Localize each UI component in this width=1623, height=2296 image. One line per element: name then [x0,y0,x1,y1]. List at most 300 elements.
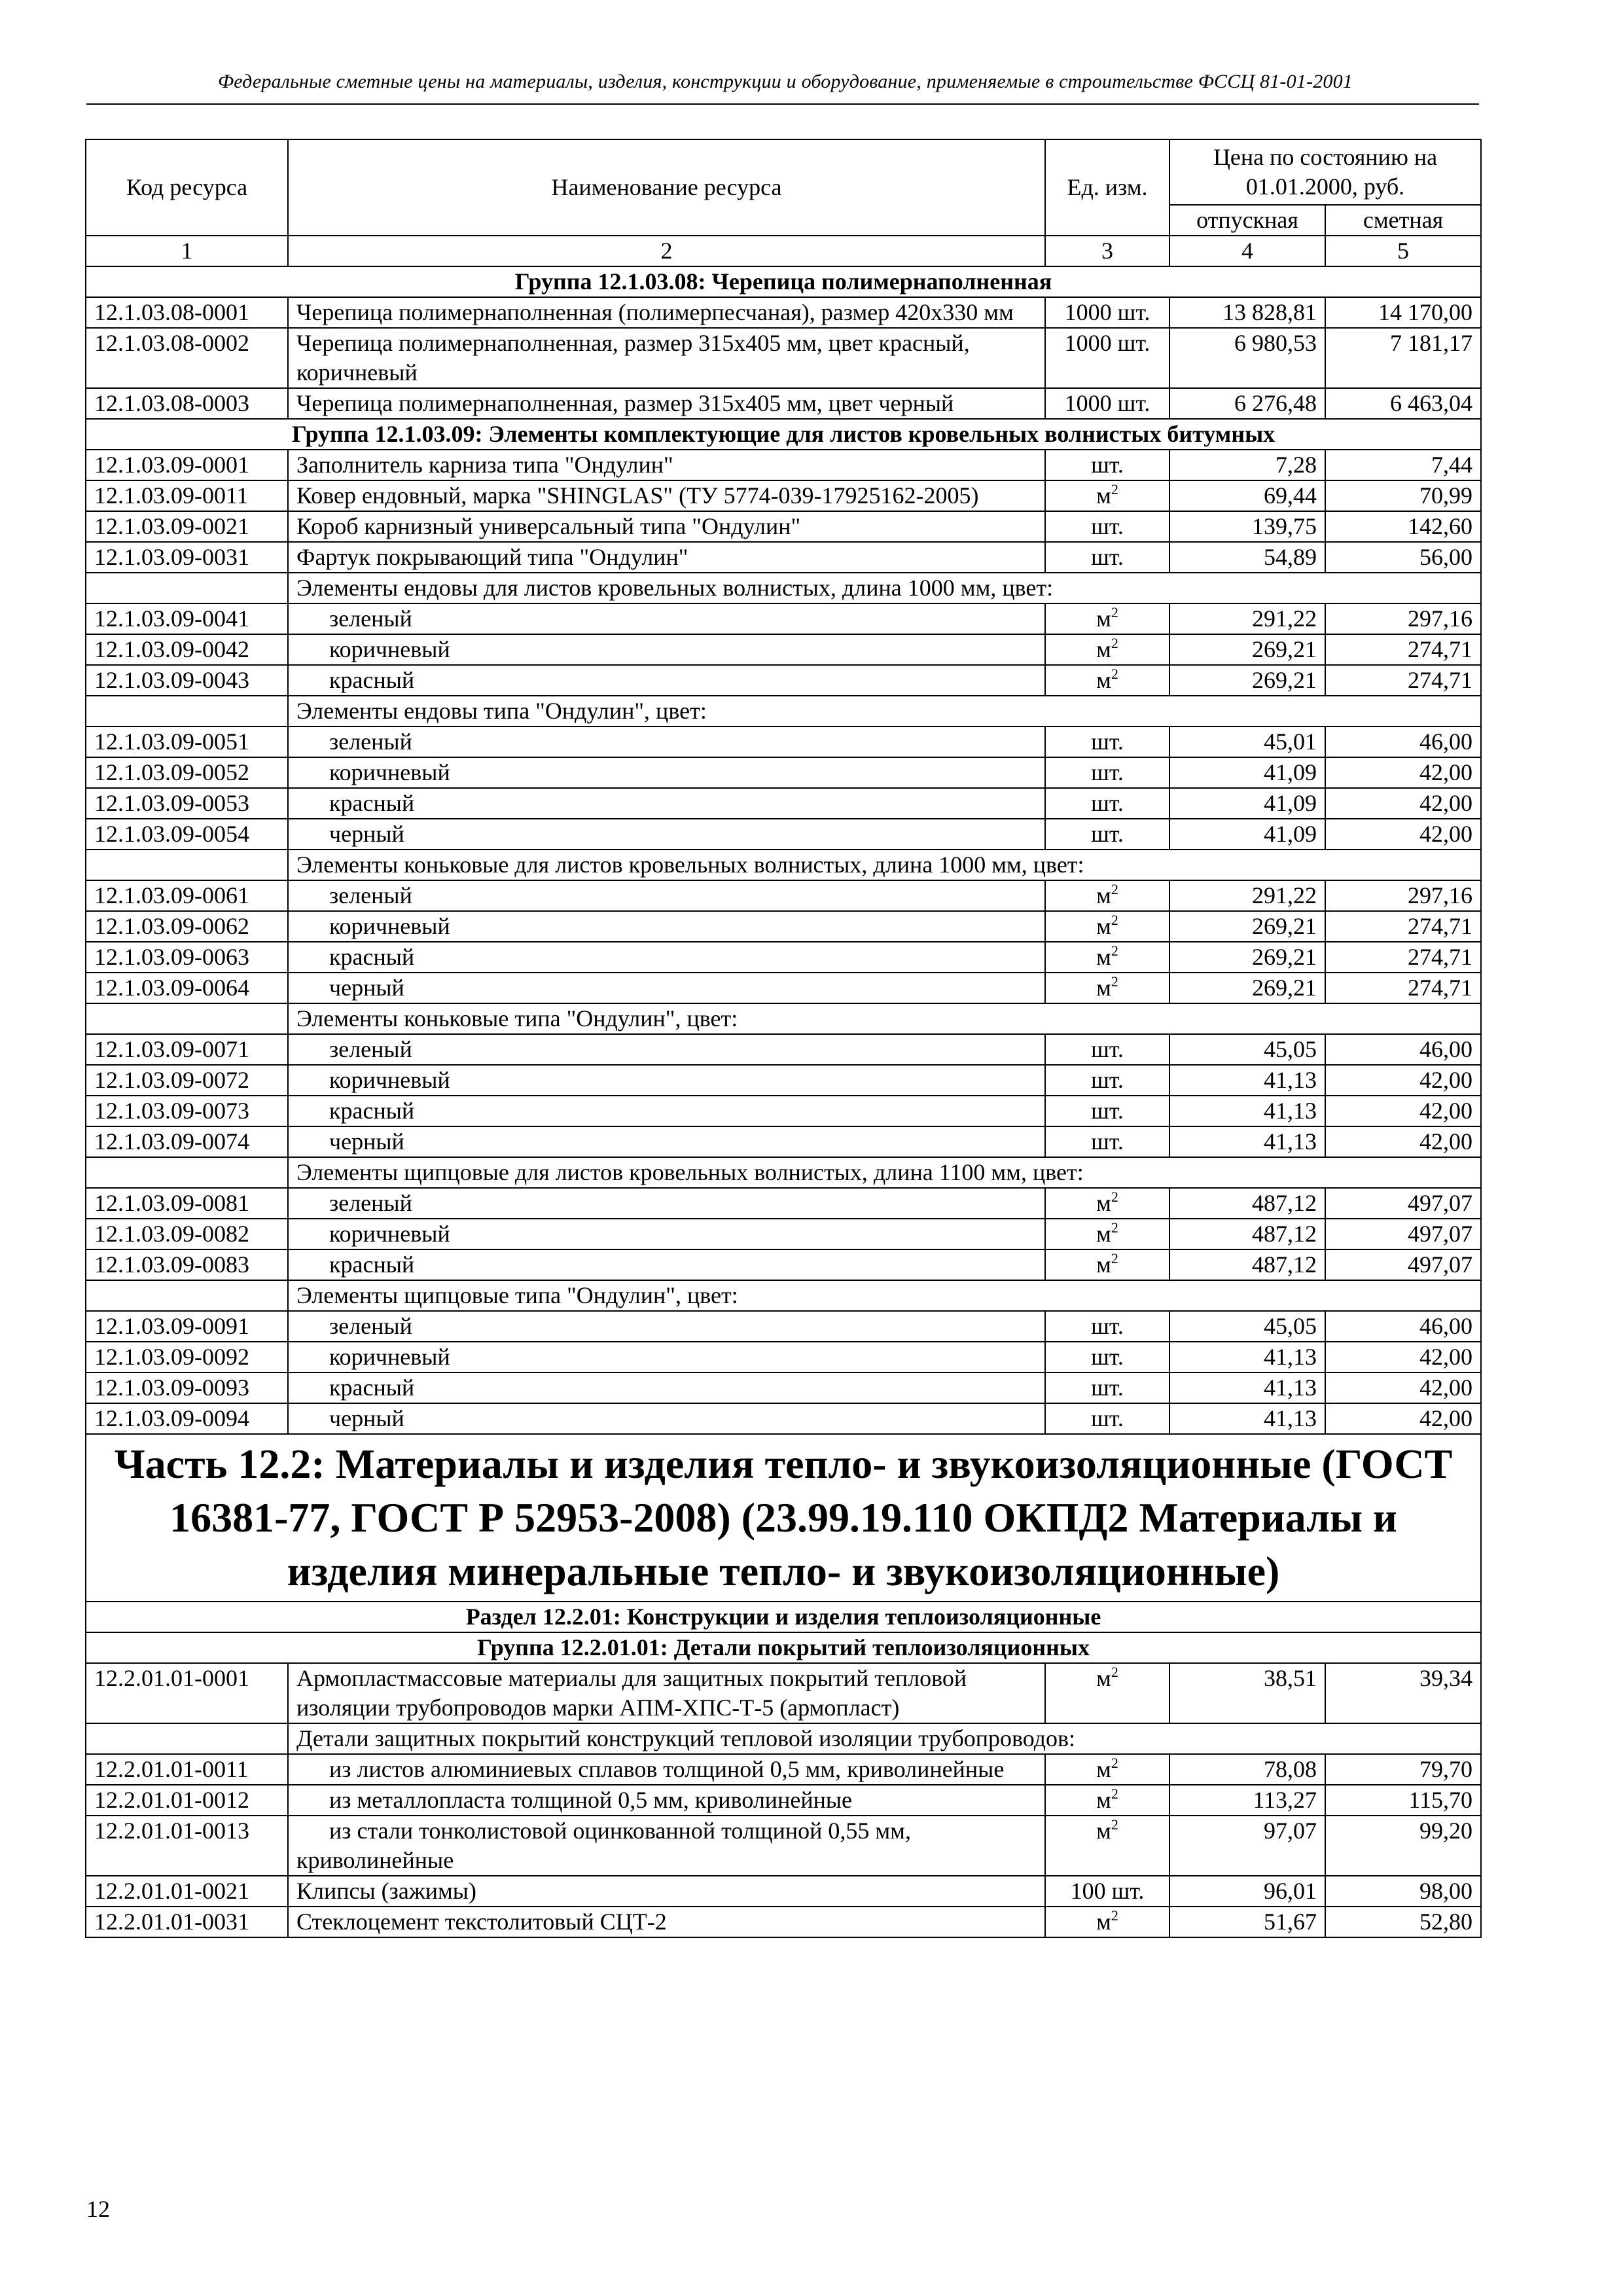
resource-name: коричневый [288,1219,1045,1249]
table-row [86,1188,1481,1219]
estimate-price: 42,00 [1325,788,1481,819]
table-row [86,1311,1481,1342]
resource-name: черный [288,1126,1045,1157]
unit-text: м [1096,482,1111,509]
table-row [86,542,1481,573]
group-title: Группа 12.1.03.08: Черепица полимернаполненная [86,266,1481,297]
unit-cell [1045,1372,1169,1403]
unit-cell [1045,1785,1169,1816]
table-row [86,911,1481,942]
subheading-row [86,696,1481,726]
part-title: Часть 12.2: Материалы и изделия тепло- и звукоизоляционные (ГОСТ 16381-77, ГОСТ Р 52953-2008) (23.99.19.110 ОКПД2 Материалы и изделия минеральные тепло- и звукоизоляционные) [86,1434,1481,1602]
col-header-code: Код ресурса [86,139,288,236]
resource-name: Черепица полимернаполненная, размер 315х405 мм, цвет красный, коричневый [288,328,1045,388]
estimate-price: 7,44 [1325,450,1481,480]
resource-name: Черепица полимернаполненная (полимерпесчаная), размер 420х330 мм [288,297,1045,328]
estimate-price: 46,00 [1325,1311,1481,1342]
estimate-price: 52,80 [1325,1907,1481,1937]
sale-price: 291,22 [1169,603,1325,634]
unit-text: шт. [1091,821,1124,847]
table-row [86,1754,1481,1785]
unit-text: шт. [1091,1313,1124,1339]
unit-cell [1045,788,1169,819]
unit-cell [1045,297,1169,328]
subheading-row [86,1003,1481,1034]
resource-code: 12.1.03.09-0052 [86,757,288,788]
unit-text: шт. [1091,452,1124,478]
group-title: Раздел 12.2.01: Конструкции и изделия теплоизоляционные [86,1602,1481,1632]
resource-name: зеленый [288,603,1045,634]
unit-superscript: 2 [1111,1907,1118,1924]
table-row [86,880,1481,911]
sale-price: 38,51 [1169,1663,1325,1723]
col-number: 1 [86,236,288,266]
unit-text: шт. [1091,1344,1124,1370]
group-heading-row [86,1602,1481,1632]
table-row [86,726,1481,757]
table-row [86,1219,1481,1249]
unit-superscript: 2 [1111,1664,1118,1680]
resource-name: коричневый [288,757,1045,788]
unit-superscript: 2 [1111,604,1118,620]
col-number: 5 [1325,236,1481,266]
group-heading-row [86,266,1481,297]
resource-name: зеленый [288,880,1045,911]
resource-code: 12.2.01.01-0021 [86,1876,288,1907]
unit-cell [1045,634,1169,665]
estimate-price: 142,60 [1325,511,1481,542]
unit-cell [1045,1876,1169,1907]
resource-code: 12.1.03.09-0062 [86,911,288,942]
resource-code: 12.2.01.01-0031 [86,1907,288,1937]
resource-name: Заполнитель карниза типа "Ондулин" [288,450,1045,480]
estimate-price: 274,71 [1325,942,1481,973]
group-heading-row [86,419,1481,450]
sale-price: 41,13 [1169,1126,1325,1157]
subheading-row [86,1280,1481,1311]
unit-cell [1045,665,1169,696]
unit-cell [1045,1311,1169,1342]
unit-superscript: 2 [1111,973,1118,990]
unit-text: шт. [1091,1128,1124,1155]
sale-price: 97,07 [1169,1816,1325,1876]
unit-cell [1045,328,1169,388]
sale-price: 487,12 [1169,1188,1325,1219]
subheading-text: Элементы ендовы для листов кровельных волнистых, длина 1000 мм, цвет: [288,573,1481,603]
unit-cell [1045,1096,1169,1126]
estimate-price: 497,07 [1325,1219,1481,1249]
sale-price: 113,27 [1169,1785,1325,1816]
resource-name: коричневый [288,1342,1045,1372]
sale-price: 96,01 [1169,1876,1325,1907]
table-row [86,450,1481,480]
sale-price: 69,44 [1169,480,1325,511]
table-row [86,297,1481,328]
unit-text: шт. [1091,1405,1124,1431]
col-number: 4 [1169,236,1325,266]
resource-name: красный [288,788,1045,819]
unit-text: м [1096,1787,1111,1813]
subheading-text: Элементы коньковые типа "Ондулин", цвет: [288,1003,1481,1034]
unit-text: шт. [1091,790,1124,816]
estimate-price: 42,00 [1325,1372,1481,1403]
unit-cell [1045,1907,1169,1937]
unit-superscript: 2 [1111,881,1118,897]
resource-code: 12.1.03.09-0021 [86,511,288,542]
subheading-text: Элементы ендовы типа "Ондулин", цвет: [288,696,1481,726]
unit-cell [1045,1342,1169,1372]
estimate-price: 42,00 [1325,757,1481,788]
unit-text: шт. [1091,728,1124,755]
group-heading-row [86,1632,1481,1663]
table-row [86,634,1481,665]
resource-code: 12.1.03.09-0042 [86,634,288,665]
estimate-price: 6 463,04 [1325,388,1481,419]
estimate-price: 79,70 [1325,1754,1481,1785]
sale-price: 41,13 [1169,1096,1325,1126]
estimate-price: 7 181,17 [1325,328,1481,388]
sale-price: 41,13 [1169,1372,1325,1403]
estimate-price: 42,00 [1325,1065,1481,1096]
resource-code: 12.1.03.08-0002 [86,328,288,388]
unit-cell [1045,973,1169,1003]
resource-code: 12.1.03.09-0092 [86,1342,288,1372]
estimate-price: 56,00 [1325,542,1481,573]
unit-superscript: 2 [1111,635,1118,651]
unit-cell [1045,542,1169,573]
unit-text: м [1096,882,1111,908]
table-row [86,973,1481,1003]
estimate-price: 42,00 [1325,1403,1481,1434]
resource-name: зеленый [288,1188,1045,1219]
resource-code: 12.2.01.01-0012 [86,1785,288,1816]
unit-text: 100 шт. [1070,1878,1145,1904]
sale-price: 45,05 [1169,1034,1325,1065]
resource-name: Ковер ендовный, марка "SHINGLAS" (ТУ 5774-039-17925162-2005) [288,480,1045,511]
estimate-price: 297,16 [1325,603,1481,634]
empty-cell [86,850,288,880]
estimate-price: 115,70 [1325,1785,1481,1816]
table-row [86,1785,1481,1816]
resource-name: черный [288,973,1045,1003]
unit-cell [1045,1188,1169,1219]
resource-name: красный [288,1249,1045,1280]
sale-price: 45,05 [1169,1311,1325,1342]
sale-price: 269,21 [1169,973,1325,1003]
unit-cell [1045,757,1169,788]
unit-text: шт. [1091,513,1124,539]
empty-cell [86,1280,288,1311]
resource-name: Армопластмассовые материалы для защитных покрытий тепловой изоляции трубопроводов марки АПМ-ХПС-Т-5 (армопласт) [288,1663,1045,1723]
table-row [86,480,1481,511]
resource-code: 12.1.03.09-0064 [86,973,288,1003]
sale-price: 269,21 [1169,911,1325,942]
unit-cell [1045,1816,1169,1876]
resource-code: 12.1.03.09-0074 [86,1126,288,1157]
resource-code: 12.1.03.09-0031 [86,542,288,573]
estimate-price: 46,00 [1325,726,1481,757]
resource-code: 12.1.03.09-0094 [86,1403,288,1434]
sale-price: 54,89 [1169,542,1325,573]
resource-code: 12.1.03.09-0011 [86,480,288,511]
unit-cell [1045,1219,1169,1249]
page-number: 12 [86,2196,110,2222]
resource-code: 12.2.01.01-0011 [86,1754,288,1785]
unit-cell [1045,1126,1169,1157]
table-row [86,1403,1481,1434]
sale-price: 41,09 [1169,757,1325,788]
estimate-price: 42,00 [1325,1096,1481,1126]
table-row [86,1816,1481,1876]
table-row [86,665,1481,696]
col-number: 2 [288,236,1045,266]
estimate-price: 39,34 [1325,1663,1481,1723]
resource-name: зеленый [288,726,1045,757]
estimate-price: 274,71 [1325,973,1481,1003]
estimate-price: 99,20 [1325,1816,1481,1876]
unit-superscript: 2 [1111,912,1118,928]
unit-cell [1045,819,1169,850]
price-table [85,139,1482,1938]
sale-price: 269,21 [1169,634,1325,665]
table-row [86,1663,1481,1723]
col-header-sale: отпускная [1169,205,1325,236]
resource-code: 12.1.03.09-0093 [86,1372,288,1403]
empty-cell [86,696,288,726]
resource-name: красный [288,665,1045,696]
resource-name: Фартук покрывающий типа "Ондулин" [288,542,1045,573]
resource-code: 12.1.03.09-0054 [86,819,288,850]
unit-cell [1045,1065,1169,1096]
unit-cell [1045,1663,1169,1723]
estimate-price: 46,00 [1325,1034,1481,1065]
group-title: Группа 12.1.03.09: Элементы комплектующие для листов кровельных волнистых битумных [86,419,1481,450]
table-row [86,1034,1481,1065]
sale-price: 41,13 [1169,1065,1325,1096]
unit-text: м [1096,1221,1111,1247]
resource-code: 12.1.03.09-0063 [86,942,288,973]
resource-name: Черепица полимернаполненная, размер 315х405 мм, цвет черный [288,388,1045,419]
unit-cell [1045,480,1169,511]
unit-text: шт. [1091,1067,1124,1093]
resource-code: 12.1.03.09-0091 [86,1311,288,1342]
group-title: Группа 12.2.01.01: Детали покрытий теплоизоляционных [86,1632,1481,1663]
unit-cell [1045,880,1169,911]
unit-text: 1000 шт. [1064,299,1150,325]
resource-name: Клипсы (зажимы) [288,1876,1045,1907]
resource-name: красный [288,1372,1045,1403]
sale-price: 41,09 [1169,819,1325,850]
table-row [86,1876,1481,1907]
resource-code: 12.1.03.09-0001 [86,450,288,480]
sale-price: 269,21 [1169,942,1325,973]
unit-text: шт. [1091,544,1124,570]
unit-text: м [1096,1909,1111,1935]
resource-code: 12.1.03.09-0073 [86,1096,288,1126]
resource-code: 12.1.03.09-0082 [86,1219,288,1249]
unit-text: 1000 шт. [1064,330,1150,356]
unit-superscript: 2 [1111,1250,1118,1266]
col-number: 3 [1045,236,1169,266]
table-row [86,819,1481,850]
resource-code: 12.1.03.09-0081 [86,1188,288,1219]
resource-name: черный [288,819,1045,850]
estimate-price: 70,99 [1325,480,1481,511]
sale-price: 139,75 [1169,511,1325,542]
resource-name: из металлопласта толщиной 0,5 мм, криволинейные [288,1785,1045,1816]
table-row [86,1249,1481,1280]
unit-superscript: 2 [1111,1189,1118,1205]
unit-text: шт. [1091,1036,1124,1062]
unit-text: м [1096,636,1111,662]
subheading-text: Элементы щипцовые типа "Ондулин", цвет: [288,1280,1481,1311]
estimate-price: 274,71 [1325,634,1481,665]
resource-code: 12.1.03.09-0071 [86,1034,288,1065]
estimate-price: 42,00 [1325,819,1481,850]
unit-superscript: 2 [1111,942,1118,959]
unit-text: м [1096,1756,1111,1782]
col-header-unit: Ед. изм. [1045,139,1169,236]
estimate-price: 274,71 [1325,911,1481,942]
resource-name: из стали тонколистовой оцинкованной толщиной 0,55 мм, криволинейные [288,1816,1045,1876]
unit-cell [1045,1034,1169,1065]
sale-price: 6 276,48 [1169,388,1325,419]
subheading-row [86,1157,1481,1188]
unit-cell [1045,603,1169,634]
unit-cell [1045,942,1169,973]
resource-code: 12.1.03.09-0061 [86,880,288,911]
table-row [86,603,1481,634]
unit-cell [1045,1403,1169,1434]
unit-text: шт. [1091,759,1124,785]
resource-name: коричневый [288,1065,1045,1096]
col-header-estimate: сметная [1325,205,1481,236]
estimate-price: 98,00 [1325,1876,1481,1907]
table-row [86,328,1481,388]
unit-text: м [1096,913,1111,939]
subheading-text: Элементы коньковые для листов кровельных волнистых, длина 1000 мм, цвет: [288,850,1481,880]
unit-text: м [1096,1251,1111,1278]
table-row [86,942,1481,973]
header-rule [86,103,1479,105]
resource-code: 12.1.03.09-0053 [86,788,288,819]
resource-code: 12.2.01.01-0001 [86,1663,288,1723]
unit-cell [1045,1249,1169,1280]
unit-superscript: 2 [1111,1816,1118,1833]
resource-name: Стеклоцемент текстолитовый СЦТ-2 [288,1907,1045,1937]
unit-text: м [1096,944,1111,970]
subheading-row [86,1723,1481,1754]
part-heading-row [86,1434,1481,1602]
estimate-price: 14 170,00 [1325,297,1481,328]
unit-superscript: 2 [1111,1785,1118,1802]
resource-code: 12.1.03.08-0003 [86,388,288,419]
running-header: Федеральные сметные цены на материалы, изделия, конструкции и оборудование, применяемые в строительстве ФССЦ 81-01-2001 [217,71,1353,92]
resource-code: 12.1.03.09-0041 [86,603,288,634]
unit-cell [1045,450,1169,480]
resource-name: красный [288,1096,1045,1126]
sale-price: 45,01 [1169,726,1325,757]
resource-code: 12.1.03.08-0001 [86,297,288,328]
table-row [86,1096,1481,1126]
sale-price: 41,13 [1169,1342,1325,1372]
unit-text: м [1096,975,1111,1001]
resource-code: 12.1.03.09-0051 [86,726,288,757]
unit-text: м [1096,1818,1111,1844]
resource-code: 12.1.03.09-0072 [86,1065,288,1096]
table-row [86,388,1481,419]
table-row [86,1372,1481,1403]
unit-text: шт. [1091,1098,1124,1124]
subheading-text: Элементы щипцовые для листов кровельных волнистых, длина 1100 мм, цвет: [288,1157,1481,1188]
table-row [86,511,1481,542]
resource-name: коричневый [288,634,1045,665]
sale-price: 51,67 [1169,1907,1325,1937]
estimate-price: 42,00 [1325,1342,1481,1372]
subheading-text: Детали защитных покрытий конструкций тепловой изоляции трубопроводов: [288,1723,1481,1754]
unit-superscript: 2 [1111,1755,1118,1771]
col-header-price: Цена по состоянию на 01.01.2000, руб. [1169,139,1481,205]
subheading-row [86,573,1481,603]
resource-name: Короб карнизный универсальный типа "Ондулин" [288,511,1045,542]
table-row [86,1126,1481,1157]
estimate-price: 497,07 [1325,1188,1481,1219]
table-row [86,1907,1481,1937]
table-row [86,1065,1481,1096]
estimate-price: 297,16 [1325,880,1481,911]
unit-text: м [1096,1665,1111,1691]
unit-cell [1045,726,1169,757]
resource-name: из листов алюминиевых сплавов толщиной 0,5 мм, криволинейные [288,1754,1045,1785]
table-body [86,266,1481,1937]
sale-price: 78,08 [1169,1754,1325,1785]
sale-price: 487,12 [1169,1219,1325,1249]
resource-name: зеленый [288,1034,1045,1065]
empty-cell [86,1003,288,1034]
estimate-price: 274,71 [1325,665,1481,696]
resource-code: 12.1.03.09-0043 [86,665,288,696]
unit-text: шт. [1091,1374,1124,1401]
col-header-name: Наименование ресурса [288,139,1045,236]
table-row [86,757,1481,788]
unit-superscript: 2 [1111,666,1118,682]
unit-text: м [1096,1190,1111,1216]
table-row [86,788,1481,819]
resource-code: 12.1.03.09-0083 [86,1249,288,1280]
sale-price: 7,28 [1169,450,1325,480]
unit-text: м [1096,605,1111,632]
sale-price: 291,22 [1169,880,1325,911]
resource-name: черный [288,1403,1045,1434]
unit-cell [1045,1754,1169,1785]
estimate-price: 42,00 [1325,1126,1481,1157]
empty-cell [86,1723,288,1754]
unit-superscript: 2 [1111,1219,1118,1236]
sale-price: 6 980,53 [1169,328,1325,388]
unit-text: м [1096,667,1111,693]
sale-price: 41,09 [1169,788,1325,819]
resource-name: красный [288,942,1045,973]
unit-cell [1045,511,1169,542]
table-row [86,1342,1481,1372]
subheading-row [86,850,1481,880]
sale-price: 487,12 [1169,1249,1325,1280]
resource-code: 12.2.01.01-0013 [86,1816,288,1876]
empty-cell [86,1157,288,1188]
empty-cell [86,573,288,603]
unit-text: 1000 шт. [1064,390,1150,416]
sale-price: 13 828,81 [1169,297,1325,328]
